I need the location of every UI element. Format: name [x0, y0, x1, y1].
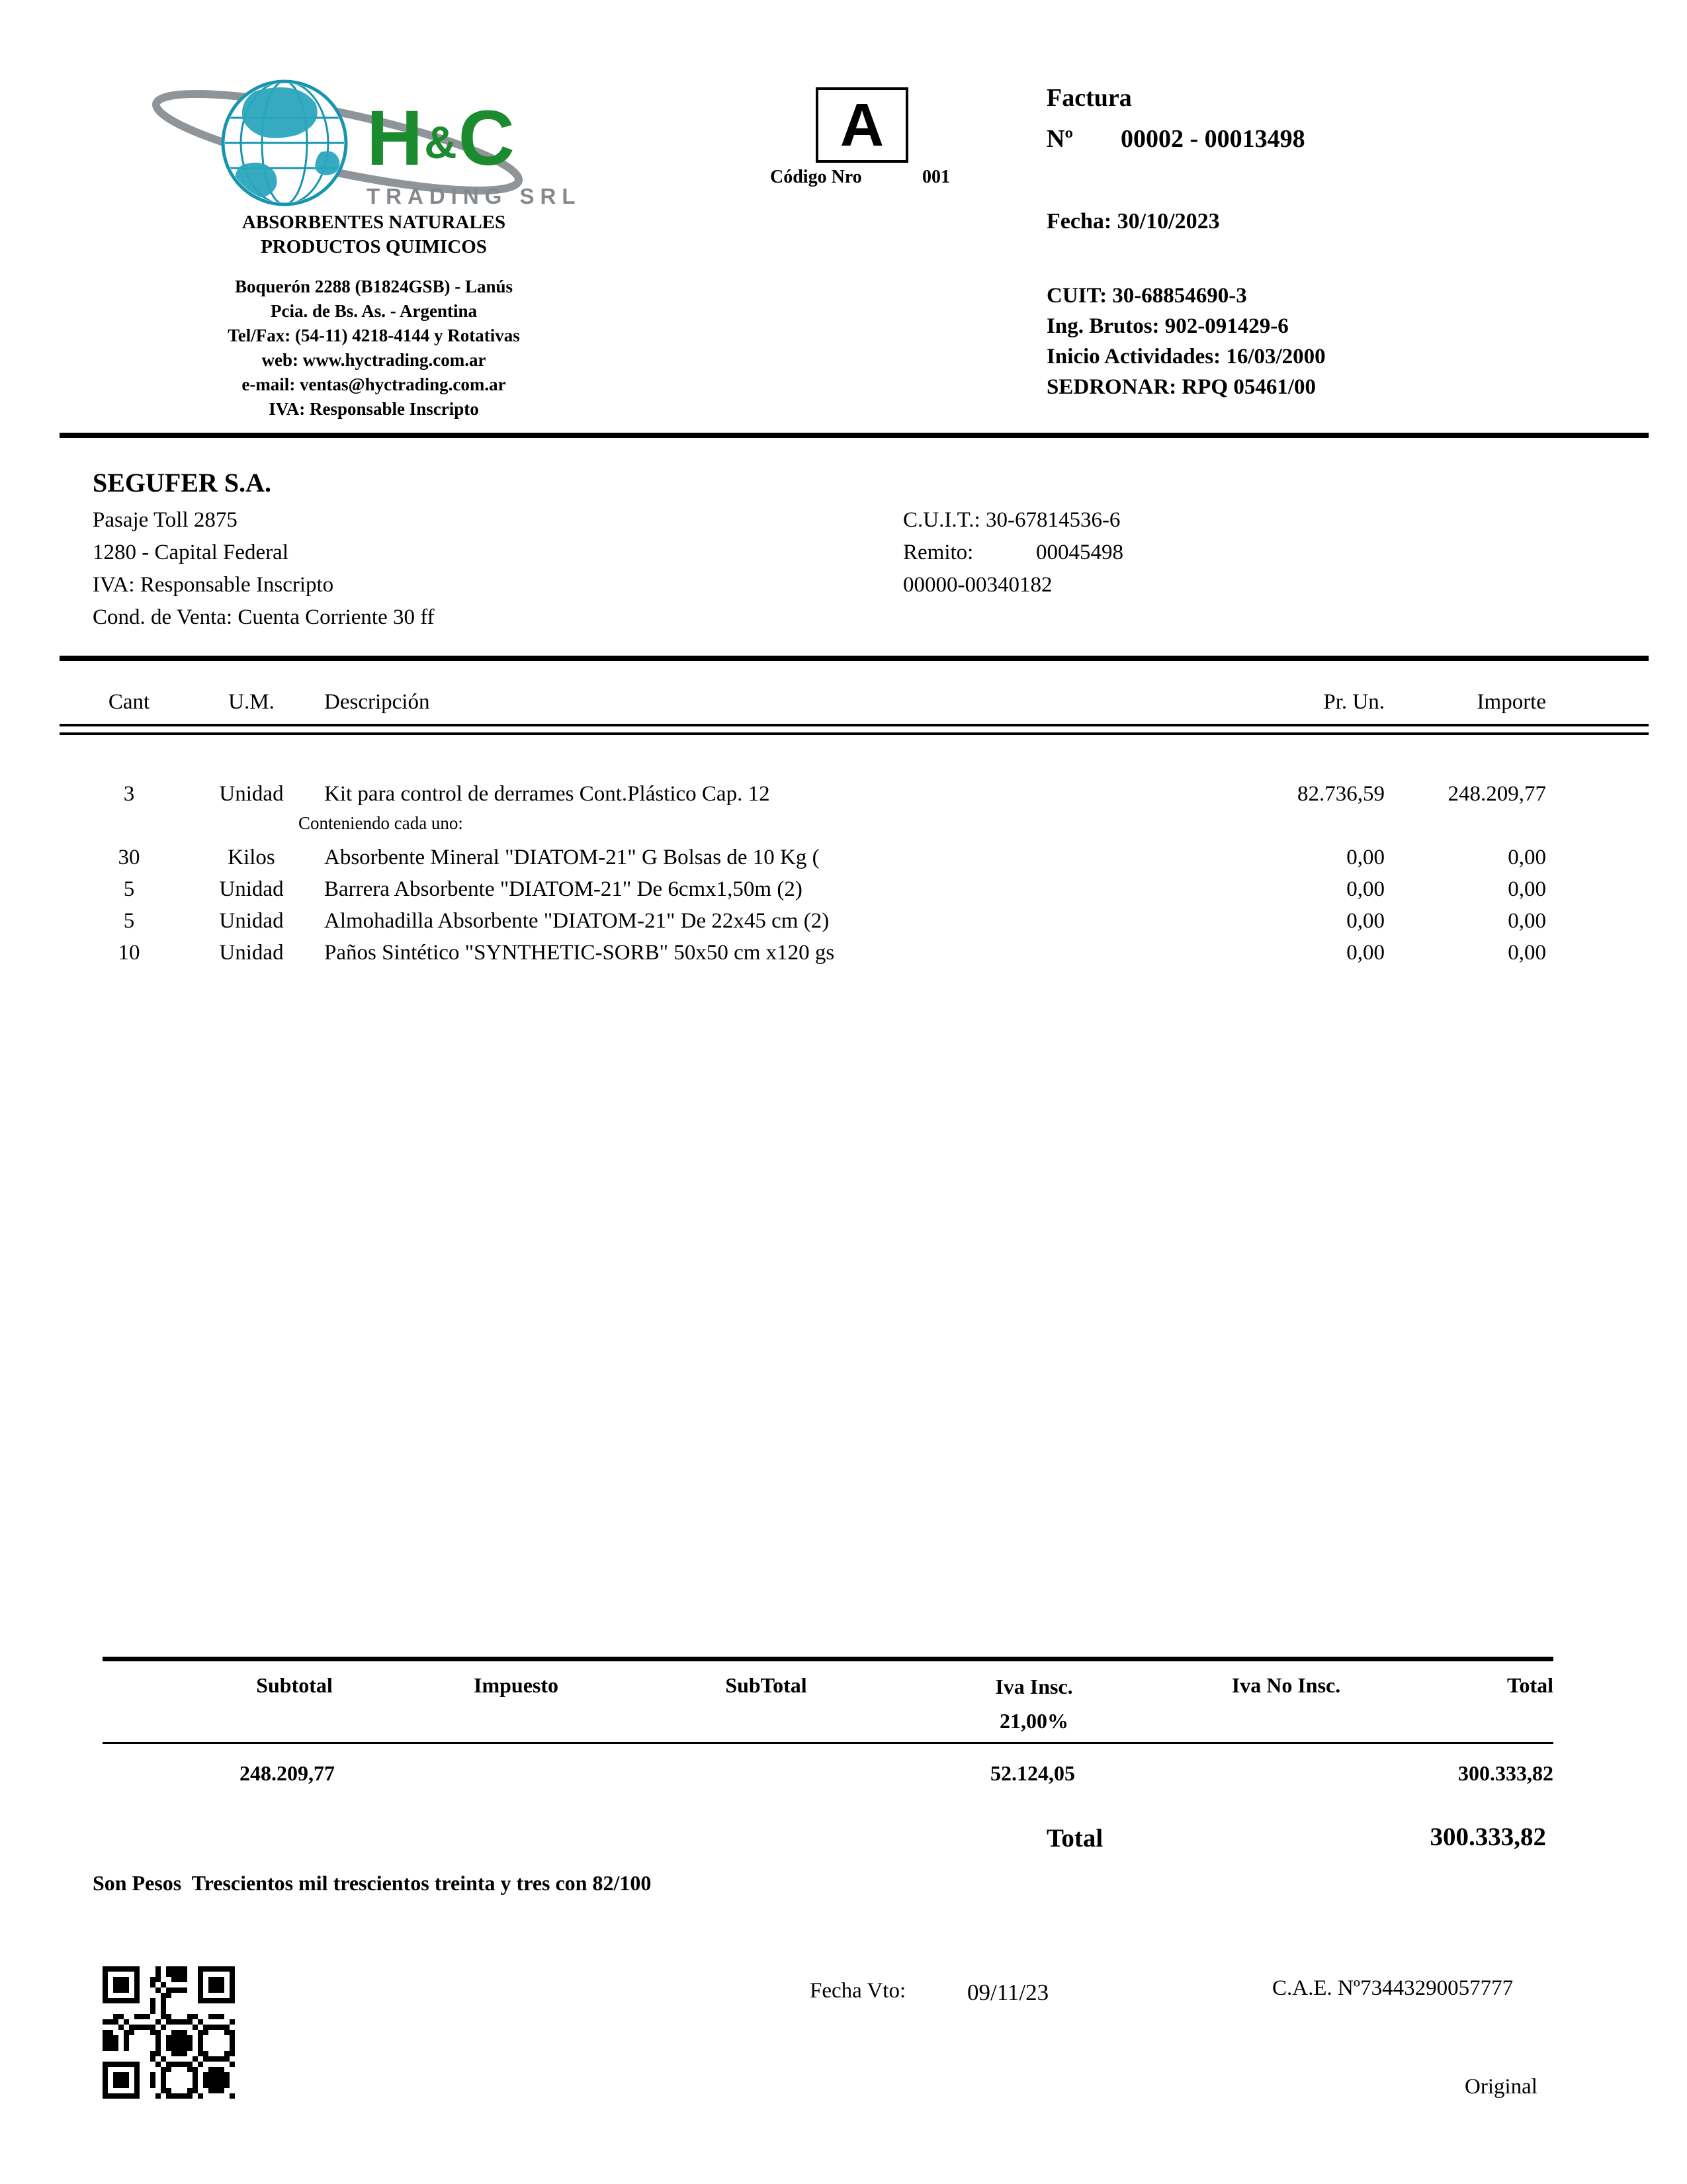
- totals-header-impuesto: Impuesto: [473, 1673, 558, 1697]
- items-header: [60, 683, 1548, 721]
- item-importe: 0,00: [1508, 877, 1546, 901]
- cae-number: C.A.E. Nº73443290057777: [1272, 1976, 1514, 2000]
- invoice-date: Fecha: 30/10/2023: [1047, 209, 1220, 234]
- item-pr-un: 0,00: [1346, 846, 1385, 869]
- client-iva: IVA: Responsable Inscripto: [93, 573, 334, 597]
- qr-code: [103, 1966, 235, 2099]
- logo-ampersand-icon: &: [424, 117, 458, 169]
- fecha-vto-value: 09/11/23: [967, 1980, 1049, 2005]
- item-um: Unidad: [219, 782, 284, 806]
- logo-wordmark: [367, 95, 582, 182]
- address-line: web: www.hyctrading.com.ar: [261, 350, 486, 370]
- header-descripcion: Descripción: [324, 690, 430, 714]
- item-pr-un: 82.736,59: [1297, 782, 1385, 806]
- header-pr-un: Pr. Un.: [1323, 690, 1385, 714]
- total-row-value: 300.333,82: [1458, 1761, 1553, 1785]
- fiscal-line: CUIT: 30-68854690-3: [1047, 284, 1247, 308]
- address-line: Boquerón 2288 (B1824GSB) - Lanús: [234, 277, 513, 296]
- client-details: [93, 504, 435, 634]
- client-cuit: C.U.I.T.: 30-67814536-6: [903, 508, 1121, 532]
- client-address: Pasaje Toll 2875: [93, 508, 238, 532]
- client-fiscal: [903, 504, 1123, 601]
- item-importe: 0,00: [1508, 909, 1546, 933]
- item-importe: 0,00: [1508, 941, 1546, 965]
- codigo-row: [770, 167, 950, 188]
- address-line: Pcia. de Bs. As. - Argentina: [270, 301, 477, 321]
- table-row: [60, 778, 1548, 810]
- amount-in-words: Son Pesos Trescientos mil trescientos treinta y tres con 82/100: [93, 1871, 652, 1895]
- table-row: [60, 873, 1548, 905]
- item-importe: 248.209,77: [1448, 782, 1546, 806]
- totals-header-subtotal: Subtotal: [256, 1673, 333, 1697]
- company-logo-text: [367, 95, 582, 209]
- totals-header-iva-insc: [935, 1674, 1133, 1734]
- invoice-number: [1047, 126, 1305, 153]
- item-cant: 5: [123, 909, 135, 933]
- header-importe: Importe: [1477, 690, 1546, 714]
- item-importe: 0,00: [1508, 846, 1546, 869]
- invoice-type-box: [816, 87, 908, 163]
- invoice-title: Factura: [1047, 84, 1132, 112]
- subtotal-value: 248.209,77: [239, 1761, 335, 1785]
- item-cant: 5: [123, 877, 135, 901]
- totals-header-total: Total: [1507, 1673, 1553, 1697]
- item-pr-un: 0,00: [1346, 909, 1385, 933]
- codigo-label: Código Nro: [770, 167, 862, 187]
- company-address: [93, 275, 655, 421]
- client-remito2: 00000-00340182: [903, 573, 1053, 597]
- client-payment-terms: Cond. de Venta: Cuenta Corriente 30 ff: [93, 605, 435, 629]
- item-um: Unidad: [219, 877, 284, 901]
- codigo-value: 001: [922, 167, 950, 187]
- divider: [60, 656, 1649, 661]
- item-um: Unidad: [219, 941, 284, 965]
- remito-label: Remito:: [903, 541, 974, 564]
- grand-total-value: 300.333,82: [1430, 1823, 1546, 1851]
- company-fiscal-info: [1047, 281, 1326, 402]
- divider: [60, 732, 1649, 735]
- fiscal-line: Inicio Actividades: 16/03/2000: [1047, 345, 1326, 369]
- item-pr-un: 0,00: [1346, 941, 1385, 965]
- iva-insc-label: Iva Insc.: [995, 1675, 1073, 1698]
- item-descripcion: Barrera Absorbente "DIATOM-21" De 6cmx1,50m (2): [324, 877, 802, 901]
- fiscal-line: SEDRONAR: RPQ 05461/00: [1047, 375, 1317, 399]
- copy-label: Original: [1465, 2075, 1537, 2099]
- item-cant: 3: [123, 782, 135, 806]
- item-cant: 10: [118, 941, 140, 965]
- item-descripcion: Absorbente Mineral "DIATOM-21" G Bolsas de 10 Kg (: [324, 846, 820, 869]
- items-body: [60, 778, 1548, 969]
- remito-value: 00045498: [1036, 541, 1123, 564]
- company-logo: [119, 66, 714, 232]
- table-row: [60, 937, 1548, 969]
- logo-letter-h: H: [367, 95, 425, 182]
- logo-subtitle: TRADING SRL: [367, 184, 582, 208]
- item-cant: 30: [118, 846, 140, 869]
- divider: [60, 433, 1649, 438]
- address-line: IVA: Responsable Inscripto: [269, 399, 479, 419]
- client-name: SEGUFER S.A.: [93, 468, 272, 498]
- header-cant: Cant: [108, 690, 150, 714]
- item-um: Unidad: [219, 909, 284, 933]
- totals-header-iva-no-insc: Iva No Insc.: [1231, 1673, 1341, 1697]
- address-line: e-mail: ventas@hyctrading.com.ar: [241, 374, 506, 394]
- iva-rate: 21,00%: [1000, 1709, 1068, 1733]
- grand-total-label: Total: [1047, 1824, 1103, 1853]
- item-descripcion: Paños Sintético "SYNTHETIC-SORB" 50x50 cm x120 gs: [324, 941, 835, 965]
- table-row: [60, 905, 1548, 937]
- divider: [103, 1657, 1553, 1661]
- invoice-number-value: 00002 - 00013498: [1121, 125, 1305, 153]
- invoice-number-label: Nº: [1047, 125, 1073, 153]
- item-note: Conteniendo cada uno:: [298, 813, 463, 833]
- fiscal-line: Ing. Brutos: 902-091429-6: [1047, 314, 1289, 338]
- item-descripcion: Kit para control de derrames Cont.Plástico Cap. 12: [324, 782, 770, 806]
- logo-letter-c: C: [458, 95, 516, 182]
- invoice-type-letter: A: [840, 91, 885, 159]
- tagline-line2: PRODUCTOS QUIMICOS: [261, 236, 487, 257]
- totals-header-subtotal2: SubTotal: [725, 1673, 807, 1697]
- client-remito: [903, 537, 1123, 569]
- tagline-line1: ABSORBENTES NATURALES: [241, 212, 506, 233]
- client-city: 1280 - Capital Federal: [93, 541, 289, 564]
- item-um: Kilos: [228, 846, 275, 869]
- table-row: [60, 842, 1548, 873]
- fecha-vto-label: Fecha Vto:: [810, 1979, 906, 2003]
- iva-insc-value: 52.124,05: [990, 1761, 1075, 1785]
- address-line: Tel/Fax: (54-11) 4218-4144 y Rotativas: [228, 326, 520, 345]
- divider: [103, 1742, 1553, 1744]
- item-descripcion: Almohadilla Absorbente "DIATOM-21" De 22x45 cm (2): [324, 909, 830, 933]
- header-um: U.M.: [228, 690, 275, 714]
- divider: [60, 724, 1649, 726]
- item-pr-un: 0,00: [1346, 877, 1385, 901]
